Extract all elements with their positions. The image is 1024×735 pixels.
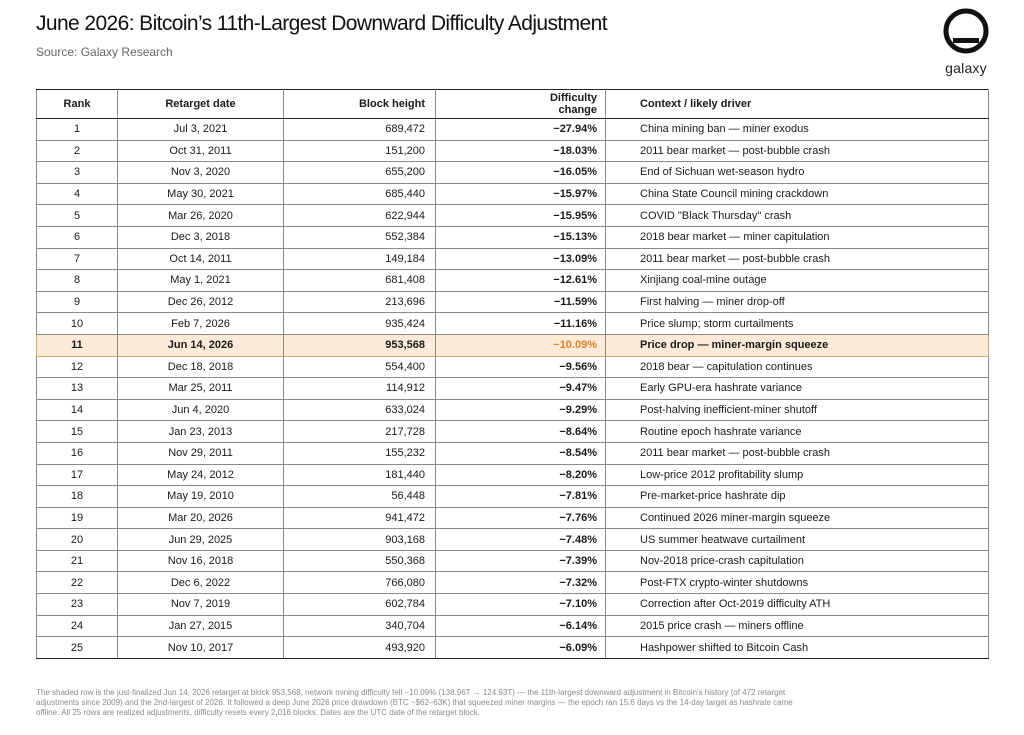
cell-rank: 2 [37, 140, 118, 162]
cell-rank: 4 [37, 183, 118, 205]
table-row [37, 140, 989, 162]
table-header-row [37, 90, 989, 119]
source-line: Source: Galaxy Research [36, 45, 173, 59]
cell-rank: 19 [37, 507, 118, 529]
cell-rank: 8 [37, 270, 118, 292]
cell-block-height: 155,232 [284, 442, 436, 464]
cell-rank: 25 [37, 637, 118, 659]
galaxy-logo [938, 8, 994, 80]
cell-date: Dec 3, 2018 [118, 226, 284, 248]
cell-date: May 1, 2021 [118, 270, 284, 292]
cell-date: Dec 26, 2012 [118, 291, 284, 313]
cell-rank: 5 [37, 205, 118, 227]
table-row [37, 313, 989, 335]
cell-block-height: 181,440 [284, 464, 436, 486]
cell-rank: 1 [37, 119, 118, 141]
table-row-highlighted [37, 334, 989, 356]
table-row [37, 421, 989, 443]
cell-date: Jan 27, 2015 [118, 615, 284, 637]
cell-rank: 16 [37, 442, 118, 464]
col-header-change-line2: change [558, 104, 597, 116]
cell-rank: 14 [37, 399, 118, 421]
cell-context: Price slump; storm curtailments [606, 313, 989, 335]
cell-block-height: 151,200 [284, 140, 436, 162]
cell-context: 2018 bear — capitulation continues [606, 356, 989, 378]
cell-block-height: 114,912 [284, 378, 436, 400]
cell-date: Mar 26, 2020 [118, 205, 284, 227]
cell-date: Nov 10, 2017 [118, 637, 284, 659]
cell-block-height: 935,424 [284, 313, 436, 335]
cell-block-height: 953,568 [284, 334, 436, 356]
logo-wordmark: galaxy [945, 60, 987, 76]
page-title: June 2026: Bitcoin’s 11th-Largest Downward Difficulty Adjustment [36, 12, 607, 35]
table-row [37, 464, 989, 486]
cell-difficulty-change: −16.05% [436, 162, 606, 184]
cell-context: Routine epoch hashrate variance [606, 421, 989, 443]
col-header-change-line1: Difficulty [549, 92, 597, 104]
cell-context: Nov-2018 price-crash capitulation [606, 550, 989, 572]
cell-difficulty-change: −8.20% [436, 464, 606, 486]
cell-rank: 10 [37, 313, 118, 335]
cell-block-height: 217,728 [284, 421, 436, 443]
cell-date: Nov 16, 2018 [118, 550, 284, 572]
cell-rank: 20 [37, 529, 118, 551]
cell-rank: 24 [37, 615, 118, 637]
cell-context: Low-price 2012 profitability slump [606, 464, 989, 486]
cell-rank: 12 [37, 356, 118, 378]
cell-difficulty-change: −7.32% [436, 572, 606, 594]
cell-block-height: 766,080 [284, 572, 436, 594]
galaxy-logo-icon [943, 8, 989, 54]
cell-difficulty-change: −8.54% [436, 442, 606, 464]
table-row [37, 594, 989, 616]
cell-difficulty-change: −9.29% [436, 399, 606, 421]
cell-difficulty-change: −15.97% [436, 183, 606, 205]
col-header-rank: Rank [37, 90, 118, 119]
cell-rank: 6 [37, 226, 118, 248]
table-row [37, 572, 989, 594]
cell-block-height: 554,400 [284, 356, 436, 378]
cell-context: Correction after Oct-2019 difficulty ATH [606, 594, 989, 616]
table-row [37, 291, 989, 313]
cell-block-height: 149,184 [284, 248, 436, 270]
col-header-date: Retarget date [118, 90, 284, 119]
cell-difficulty-change: −13.09% [436, 248, 606, 270]
cell-context: COVID "Black Thursday" crash [606, 205, 989, 227]
cell-difficulty-change: −9.47% [436, 378, 606, 400]
table-row [37, 637, 989, 659]
cell-block-height: 689,472 [284, 119, 436, 141]
cell-context: US summer heatwave curtailment [606, 529, 989, 551]
cell-rank: 17 [37, 464, 118, 486]
cell-date: Feb 7, 2026 [118, 313, 284, 335]
cell-context: 2011 bear market — post-bubble crash [606, 140, 989, 162]
cell-date: Oct 14, 2011 [118, 248, 284, 270]
cell-block-height: 340,704 [284, 615, 436, 637]
cell-rank: 3 [37, 162, 118, 184]
cell-difficulty-change: −7.48% [436, 529, 606, 551]
cell-date: Mar 20, 2026 [118, 507, 284, 529]
cell-context: First halving — miner drop-off [606, 291, 989, 313]
table-row [37, 183, 989, 205]
cell-date: Jun 29, 2025 [118, 529, 284, 551]
cell-difficulty-change: −7.81% [436, 486, 606, 508]
cell-difficulty-change: −15.95% [436, 205, 606, 227]
cell-difficulty-change: −9.56% [436, 356, 606, 378]
cell-difficulty-change: −12.61% [436, 270, 606, 292]
table-row [37, 615, 989, 637]
table-row [37, 378, 989, 400]
cell-context: Pre-market-price hashrate dip [606, 486, 989, 508]
table-row [37, 550, 989, 572]
cell-block-height: 550,368 [284, 550, 436, 572]
cell-rank: 23 [37, 594, 118, 616]
table-row [37, 119, 989, 141]
cell-context: China State Council mining crackdown [606, 183, 989, 205]
cell-block-height: 213,696 [284, 291, 436, 313]
table-row [37, 356, 989, 378]
cell-difficulty-change: −7.39% [436, 550, 606, 572]
cell-rank: 7 [37, 248, 118, 270]
cell-rank: 9 [37, 291, 118, 313]
cell-context: 2015 price crash — miners offline [606, 615, 989, 637]
cell-difficulty-change: −6.09% [436, 637, 606, 659]
cell-date: Jun 4, 2020 [118, 399, 284, 421]
cell-block-height: 552,384 [284, 226, 436, 248]
cell-date: Jul 3, 2021 [118, 119, 284, 141]
cell-difficulty-change: −7.10% [436, 594, 606, 616]
col-header-change [436, 90, 606, 119]
cell-context: 2011 bear market — post-bubble crash [606, 442, 989, 464]
cell-date: Jan 23, 2013 [118, 421, 284, 443]
table-row [37, 529, 989, 551]
cell-block-height: 602,784 [284, 594, 436, 616]
cell-rank: 11 [37, 334, 118, 356]
cell-difficulty-change: −8.64% [436, 421, 606, 443]
cell-context: End of Sichuan wet-season hydro [606, 162, 989, 184]
cell-context: China mining ban — miner exodus [606, 119, 989, 141]
cell-difficulty-change: −18.03% [436, 140, 606, 162]
cell-difficulty-change: −11.59% [436, 291, 606, 313]
cell-difficulty-change: −27.94% [436, 119, 606, 141]
table-row [37, 399, 989, 421]
cell-block-height: 622,944 [284, 205, 436, 227]
cell-date: Dec 18, 2018 [118, 356, 284, 378]
cell-date: May 24, 2012 [118, 464, 284, 486]
cell-block-height: 681,408 [284, 270, 436, 292]
cell-context: Post-FTX crypto-winter shutdowns [606, 572, 989, 594]
difficulty-table [36, 89, 989, 659]
cell-block-height: 655,200 [284, 162, 436, 184]
cell-block-height: 633,024 [284, 399, 436, 421]
cell-context: Post-halving inefficient-miner shutoff [606, 399, 989, 421]
table-row [37, 486, 989, 508]
table-row [37, 248, 989, 270]
table-row [37, 270, 989, 292]
cell-rank: 21 [37, 550, 118, 572]
cell-block-height: 941,472 [284, 507, 436, 529]
cell-context: Xinjiang coal-mine outage [606, 270, 989, 292]
cell-block-height: 685,440 [284, 183, 436, 205]
cell-date: May 30, 2021 [118, 183, 284, 205]
cell-difficulty-change: −11.16% [436, 313, 606, 335]
col-header-block: Block height [284, 90, 436, 119]
cell-rank: 22 [37, 572, 118, 594]
table-body [37, 119, 989, 659]
cell-date: Nov 7, 2019 [118, 594, 284, 616]
cell-block-height: 56,448 [284, 486, 436, 508]
cell-rank: 18 [37, 486, 118, 508]
cell-context: Hashpower shifted to Bitcoin Cash [606, 637, 989, 659]
cell-block-height: 903,168 [284, 529, 436, 551]
cell-date: Jun 14, 2026 [118, 334, 284, 356]
footnote: The shaded row is the just-finalized Jun 14, 2026 retarget at block 953,568, network mining difficulty fell −10.09% (138.96T → 124.93T) — the 11th-largest downward adjustment in Bitcoin's history (of 472 retarget adjustments since 2009) and the 2nd-largest of 2026. It followed a deep June 2026 price drawdown (BTC ~$62–63K) that squeezed miner margins — the epoch ran 15.6 days vs the 14-day target as hashrate came offline. All 25 rows are realized adjustments, difficulty resets every 2,016 blocks. Dates are the UTC date of the retarget block. [36, 688, 793, 717]
table-row [37, 205, 989, 227]
cell-context: Continued 2026 miner-margin squeeze [606, 507, 989, 529]
cell-date: Mar 25, 2011 [118, 378, 284, 400]
cell-date: Nov 29, 2011 [118, 442, 284, 464]
cell-date: Dec 6, 2022 [118, 572, 284, 594]
table-row [37, 162, 989, 184]
cell-difficulty-change: −10.09% [436, 334, 606, 356]
cell-context: 2011 bear market — post-bubble crash [606, 248, 989, 270]
cell-date: Nov 3, 2020 [118, 162, 284, 184]
cell-difficulty-change: −15.13% [436, 226, 606, 248]
cell-date: May 19, 2010 [118, 486, 284, 508]
col-header-context: Context / likely driver [606, 90, 989, 119]
table-row [37, 442, 989, 464]
table-row [37, 507, 989, 529]
cell-context: Early GPU-era hashrate variance [606, 378, 989, 400]
cell-difficulty-change: −7.76% [436, 507, 606, 529]
cell-context: 2018 bear market — miner capitulation [606, 226, 989, 248]
cell-date: Oct 31, 2011 [118, 140, 284, 162]
cell-block-height: 493,920 [284, 637, 436, 659]
cell-difficulty-change: −6.14% [436, 615, 606, 637]
cell-rank: 13 [37, 378, 118, 400]
cell-rank: 15 [37, 421, 118, 443]
table-row [37, 226, 989, 248]
cell-context: Price drop — miner-margin squeeze [606, 334, 989, 356]
